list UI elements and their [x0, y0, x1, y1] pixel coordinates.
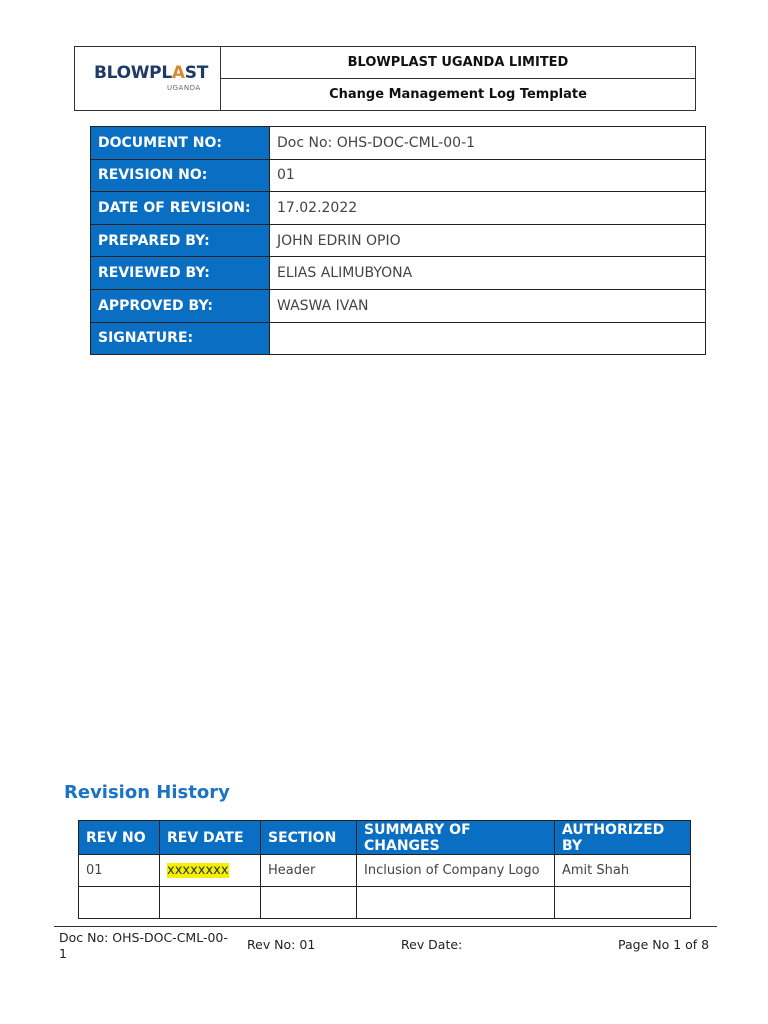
- info-row-revision-no: [91, 159, 706, 192]
- info-row-date-of-revision: [91, 192, 706, 225]
- column-header: REV NO: [79, 821, 160, 855]
- info-row-approved-by: [91, 289, 706, 322]
- info-row-document-no: [91, 127, 706, 160]
- logo-wordmark: BLOWPLAST: [94, 63, 208, 83]
- table-cell: [160, 855, 261, 887]
- logo-subtext: UGANDA: [167, 84, 201, 92]
- footer-rev-no: Rev No: 01: [247, 937, 316, 952]
- table-cell: [555, 887, 691, 919]
- info-value: 01: [270, 159, 706, 192]
- info-value: WASWA IVAN: [270, 289, 706, 322]
- document-title: Change Management Log Template: [329, 87, 587, 102]
- table-cell: 01: [79, 855, 160, 887]
- document-header: [74, 46, 696, 111]
- info-label: DATE OF REVISION:: [91, 192, 270, 225]
- table-header-row: [79, 821, 691, 855]
- info-label: REVIEWED BY:: [91, 257, 270, 290]
- table-cell: [261, 887, 357, 919]
- footer-page-number: Page No 1 of 8: [618, 937, 710, 952]
- company-name: BLOWPLAST UGANDA LIMITED: [221, 47, 695, 79]
- info-row-prepared-by: [91, 224, 706, 257]
- revision-history-title: Revision History: [64, 782, 230, 803]
- table-row: [79, 887, 691, 919]
- table-cell: [160, 887, 261, 919]
- column-header: AUTHORIZED BY: [555, 821, 691, 855]
- signature-field: [270, 322, 706, 355]
- info-label: DOCUMENT NO:: [91, 127, 270, 160]
- footer-rev-date: Rev Date:: [401, 937, 463, 952]
- info-value: Doc No: OHS-DOC-CML-00-1: [270, 127, 706, 160]
- info-label: SIGNATURE:: [91, 322, 270, 355]
- column-header: SECTION: [261, 821, 357, 855]
- info-value: 17.02.2022: [270, 192, 706, 225]
- info-value: ELIAS ALIMUBYONA: [270, 257, 706, 290]
- table-cell: [357, 887, 555, 919]
- revision-history-table: [78, 820, 691, 919]
- column-header: REV DATE: [160, 821, 261, 855]
- info-row-signature: [91, 322, 706, 355]
- info-value: JOHN EDRIN OPIO: [270, 224, 706, 257]
- footer-divider: [54, 926, 717, 927]
- table-cell: Inclusion of Company Logo: [357, 855, 555, 887]
- footer-doc-no: Doc No: OHS-DOC-CML-00-1: [59, 930, 228, 961]
- table-cell: Header: [261, 855, 357, 887]
- info-label: APPROVED BY:: [91, 289, 270, 322]
- info-label: REVISION NO:: [91, 159, 270, 192]
- table-cell: Amit Shah: [555, 855, 691, 887]
- info-row-reviewed-by: [91, 257, 706, 290]
- highlighted-date: xxxxxxxx: [167, 863, 229, 878]
- column-header: SUMMARY OF CHANGES: [357, 821, 555, 855]
- document-info-table: [90, 126, 706, 355]
- table-cell: [79, 887, 160, 919]
- info-label: PREPARED BY:: [91, 224, 270, 257]
- table-row: [79, 855, 691, 887]
- company-logo: [75, 47, 221, 110]
- header-title-cell: [221, 47, 695, 110]
